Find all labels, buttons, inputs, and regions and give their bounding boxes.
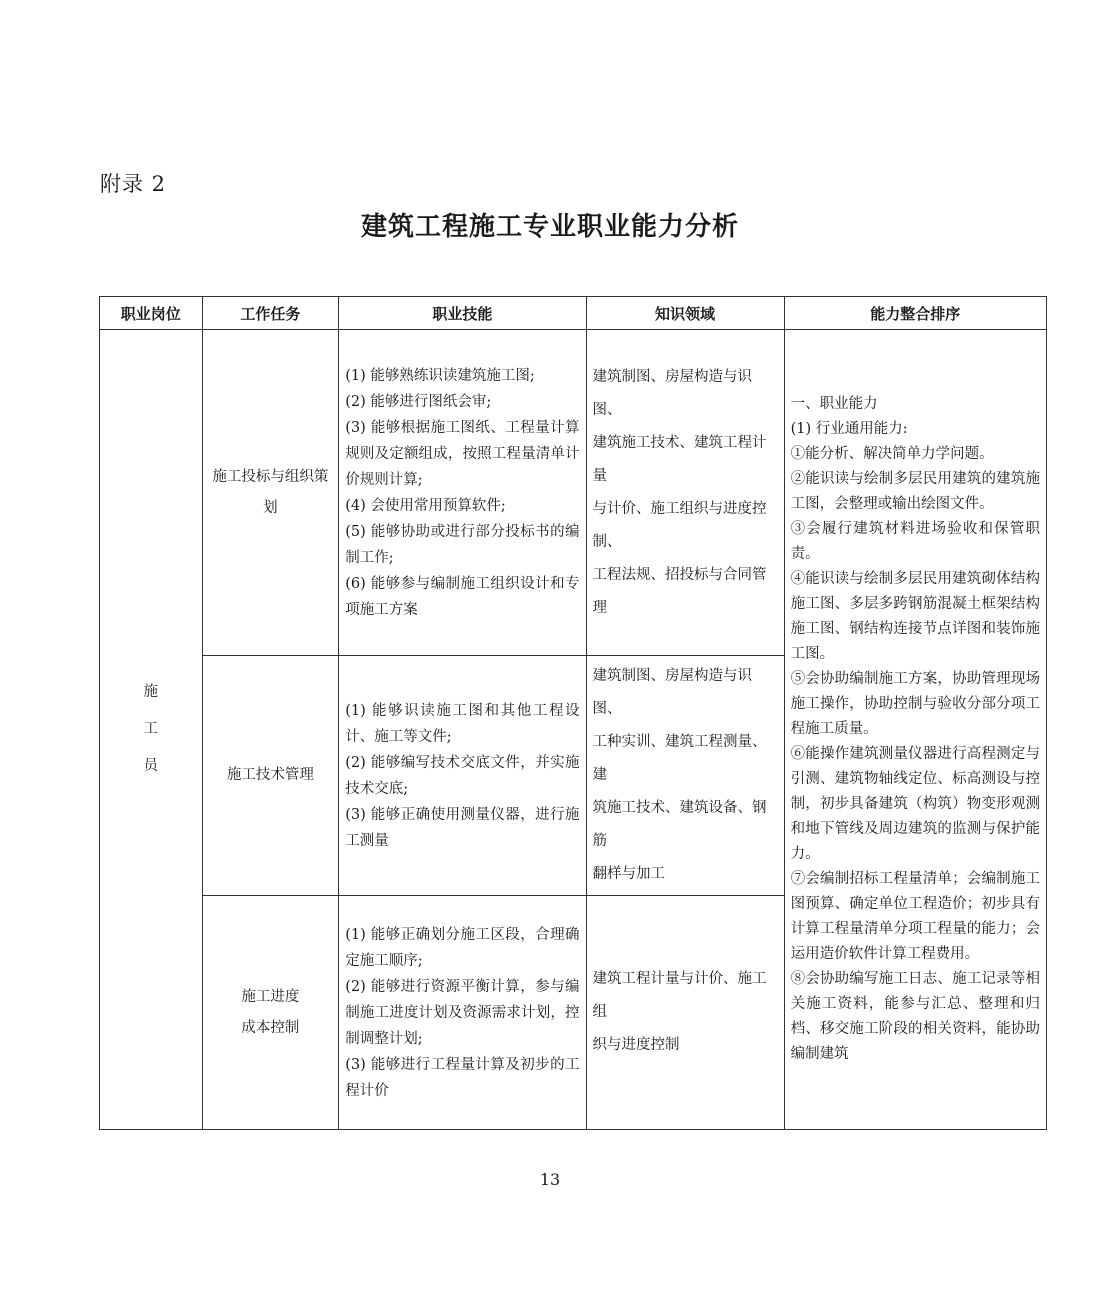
post-cell <box>100 330 203 1130</box>
header-knowledge: 知识领域 <box>586 297 784 330</box>
skill-cell <box>339 656 586 896</box>
knowledge-line: 与计价、施工组织与进度控制、 <box>592 500 767 550</box>
skill-item: (2) 能够进行资源平衡计算，参与编制施工进度计划及资源需求计划，控制调整计划; <box>345 978 580 1047</box>
task-line: 划 <box>263 499 278 516</box>
header-task: 工作任务 <box>202 297 339 330</box>
knowledge-cell <box>586 656 784 896</box>
skill-item: (1) 能够识读施工图和其他工程设计、施工等文件; <box>345 702 580 745</box>
knowledge-cell <box>586 896 784 1130</box>
task-cell <box>202 896 339 1130</box>
competency-line: ⑥能操作建筑测量仪器进行高程测定与引测、建筑物轴线定位、标高测设与控制，初步具备建筑（构筑）物变形观测和地下管线及周边建筑的监测与保护能力。 <box>790 746 1040 862</box>
skill-item: (1) 能够正确划分施工区段，合理确定施工顺序; <box>345 926 580 969</box>
knowledge-cell <box>586 330 784 656</box>
skill-item: (3) 能够根据施工图纸、工程量计算规则及定额组成，按照工程量清单计价规则计算; <box>345 419 580 488</box>
skill-cell <box>339 330 586 656</box>
header-competency: 能力整合排序 <box>784 297 1046 330</box>
post-char: 工 <box>143 721 159 737</box>
task-line: 施工技术管理 <box>226 767 314 783</box>
ability-table <box>99 296 1047 1130</box>
skill-item: (5) 能够协助或进行部分投标书的编制工作; <box>345 523 580 566</box>
competency-line: ①能分析、解决简单力学问题。 <box>790 446 994 462</box>
post-char: 员 <box>143 758 159 774</box>
task-cell <box>202 656 339 896</box>
skill-item: (4) 会使用常用预算软件; <box>345 497 506 514</box>
competency-line: ⑧会协助编写施工日志、施工记录等相关施工资料，能参与汇总、整理和归档、移交施工阶段的相关资料，能协助编制建筑 <box>790 971 1040 1062</box>
page-number: 13 <box>539 1170 561 1189</box>
skill-item: (2) 能够编写技术交底文件，并实施技术交底; <box>345 754 580 797</box>
skill-item: (2) 能够进行图纸会审; <box>345 393 492 410</box>
competency-line: ④能识读与绘制多层民用建筑砌体结构施工图、多层多跨钢筋混凝土框架结构施工图、钢结构连接节点详图和装饰施工图。 <box>790 571 1040 662</box>
knowledge-line: 建筑工程计量与计价、施工组 <box>592 971 767 1020</box>
table-header-row <box>100 297 1047 330</box>
header-post: 职业岗位 <box>100 297 203 330</box>
competency-line: ⑤会协助编制施工方案，协助管理现场施工操作，协助控制与验收分部分项工程施工质量。 <box>790 671 1040 737</box>
skill-item: (3) 能够进行工程量计算及初步的工程计价 <box>345 1056 580 1099</box>
task-cell <box>202 330 339 656</box>
knowledge-line: 翻样与加工 <box>592 866 666 882</box>
skill-item: (3) 能够正确使用测量仪器，进行施工测量 <box>345 806 580 849</box>
knowledge-line: 工种实训、建筑工程测量、建 <box>592 734 767 783</box>
competency-line: ⑦会编制招标工程量清单；会编制施工图预算、确定单位工程造价；初步具有计算工程量清单分项工程量的能力；会运用造价软件计算工程费用。 <box>790 871 1040 962</box>
task-line: 施工进度 <box>241 988 300 1005</box>
competency-line: ②能识读与绘制多层民用建筑的建筑施工图，会整理或输出绘图文件。 <box>790 471 1040 512</box>
knowledge-line: 工程法规、招投标与合同管理 <box>592 566 767 616</box>
knowledge-line: 建筑施工技术、建筑工程计量 <box>592 434 767 484</box>
page-title: 建筑工程施工专业职业能力分析 <box>360 212 739 242</box>
competency-line: (1) 行业通用能力: <box>790 421 908 437</box>
task-line: 施工投标与组织策 <box>212 468 329 485</box>
knowledge-line: 织与进度控制 <box>592 1037 680 1053</box>
competency-cell <box>784 330 1046 1130</box>
skill-item: (6) 能够参与编制施工组织设计和专项施工方案 <box>345 575 580 618</box>
competency-line: ③会履行建筑材料进场验收和保管职责。 <box>790 521 1040 562</box>
appendix-label: 附录 2 <box>100 172 167 196</box>
skill-item: (1) 能够熟练识读建筑施工图; <box>345 367 535 384</box>
knowledge-line: 建筑制图、房屋构造与识图、 <box>592 368 753 418</box>
skill-cell <box>339 896 586 1130</box>
competency-line: 一、职业能力 <box>790 396 878 412</box>
task-line: 成本控制 <box>241 1019 300 1036</box>
header-skill: 职业技能 <box>339 297 586 330</box>
table-row <box>100 330 1047 656</box>
knowledge-line: 筑施工技术、建筑设备、钢筋 <box>592 800 767 849</box>
post-char: 施 <box>143 684 159 700</box>
knowledge-line: 建筑制图、房屋构造与识图、 <box>592 668 753 717</box>
